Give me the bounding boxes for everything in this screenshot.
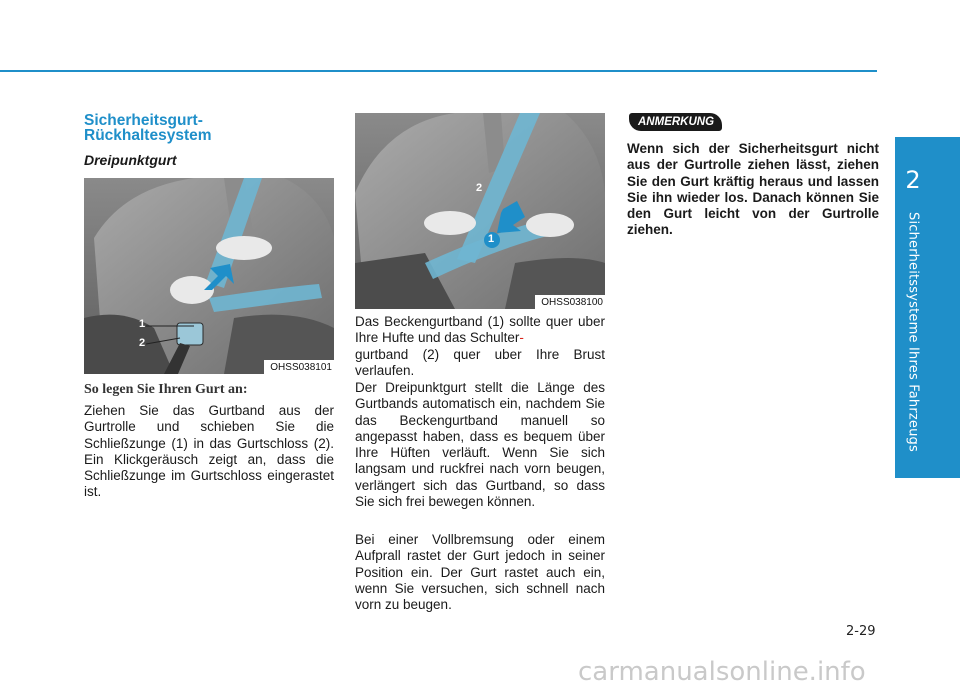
note-text: Wenn sich der Sicherheitsgurt nicht aus der Gurtrolle ziehen lässt, ziehen Sie den Gurt kräftig heraus und lassen Sie ihn wieder los. Danach können Sie den Gurt leicht von der Gurtrolle ziehen. — [627, 141, 879, 238]
watermark: carmanualsonline.info — [578, 657, 866, 687]
paragraph-belt-route: Das Beckengurtband (1) sollte quer uber Ihre Hufte und das Schulter- gurtband (2) quer uber Ihre Brust verlaufen. — [355, 314, 605, 378]
seatbelt-position-illustration — [355, 113, 605, 309]
section-title — [84, 113, 334, 143]
section-title-line: Sicherheitsgurt- — [84, 112, 203, 129]
callout-2: 2 — [139, 337, 146, 349]
page-number: 2-29 — [846, 624, 876, 639]
chapter-title: Sicherheitssysteme Ihres Fahrzeugs — [905, 212, 921, 452]
chapter-number: 2 — [905, 166, 921, 194]
figure-belt-position — [355, 113, 605, 309]
paragraph-buckle: Ziehen Sie das Gurtband aus der Gurtrolle und schieben Sie die Schließzunge (1) in das Gurtschloss (2). Ein Klickgeräusch zeigt an, dass die Schließzunge im Gurtschloss eingerastet ist. — [84, 403, 334, 500]
paragraph-auto-length: Der Dreipunktgurt stellt die Länge des Gurtbands automatisch ein, nachdem Sie das Beckengurtband manuell so angepasst haben, dass es bequem über Ihre Hüften verläuft. Wenn Sie sich langsam und ruckfrei nach vorn beugen, verlängert sich das Gurtband, so dass Sie sich frei bewegen können. — [355, 380, 605, 510]
chapter-tab[interactable] — [895, 137, 960, 478]
figure-code: OHSS038100 — [535, 295, 605, 309]
callout-2: 2 — [476, 182, 483, 194]
callout-1: 1 — [488, 233, 495, 245]
note-label: ANMERKUNG — [629, 113, 722, 131]
callout-1: 1 — [139, 318, 146, 330]
header-rule — [0, 70, 877, 72]
paragraph-locking: Bei einer Vollbremsung oder einem Aufprall rastet der Gurt jedoch in seiner Position ein. Der Gurt rastet auch ein, wenn Sie versuchen, sich schnell nach vorn zu beugen. — [355, 532, 605, 613]
howto-heading: So legen Sie Ihren Gurt an: — [84, 382, 248, 397]
section-subtitle: Dreipunktgurt — [84, 152, 177, 168]
figure-code: OHSS038101 — [264, 360, 334, 374]
seatbelt-insert-illustration — [84, 178, 334, 374]
figure-buckle-insert — [84, 178, 334, 374]
section-title-line: Rückhaltesystem — [84, 127, 212, 144]
